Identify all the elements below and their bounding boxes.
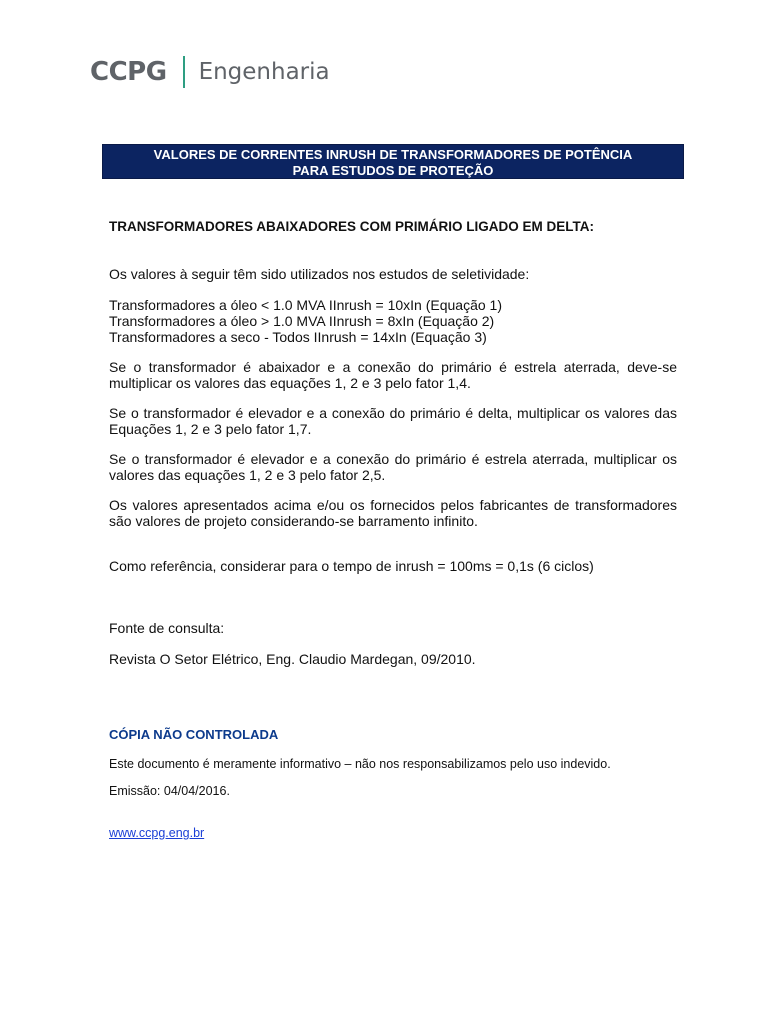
- logo-divider: [183, 56, 185, 88]
- company-logo: [90, 54, 330, 90]
- document-title-banner: [102, 144, 684, 179]
- reference-text: Como referência, considerar para o tempo de inrush = 100ms = 0,1s (6 ciclos): [109, 558, 594, 574]
- paragraph-delta-elevador: Se o transformador é elevador e a conexão do primário é delta, multiplicar os valores das Equações 1, 2 e 3 pelo fator 1,7.: [109, 405, 677, 437]
- equation-1: Transformadores a óleo < 1.0 MVA IInrush = 10xIn (Equação 1): [109, 297, 502, 313]
- logo-brand: CCPG: [90, 57, 167, 87]
- source-text: Revista O Setor Elétrico, Eng. Claudio Mardegan, 09/2010.: [109, 651, 476, 667]
- document-title-line-2: PARA ESTUDOS DE PROTEÇÃO: [292, 163, 494, 178]
- equation-2: Transformadores a óleo > 1.0 MVA IInrush = 8xIn (Equação 2): [109, 313, 495, 329]
- logo-subtitle: Engenharia: [198, 59, 330, 85]
- paragraph-estrela-elevador: Se o transformador é elevador e a conexão do primário é estrela aterrada, multiplicar os valores das equações 1, 2 e 3 pelo fator 2,5.: [109, 451, 677, 483]
- paragraph-valores-projeto: Os valores apresentados acima e/ou os fornecidos pelos fabricantes de transformadores são valores de projeto considerando-se barramento infinito.: [109, 497, 677, 529]
- document-title-line-1: VALORES DE CORRENTES INRUSH DE TRANSFORMADORES DE POTÊNCIA: [153, 147, 633, 162]
- copia-nao-controlada: CÓPIA NÃO CONTROLADA: [109, 727, 279, 742]
- paragraph-estrela-abaixador: Se o transformador é abaixador e a conexão do primário é estrela aterrada, deve-se multiplicar os valores das equações 1, 2 e 3 pelo fator 1,4.: [109, 359, 677, 391]
- website-link[interactable]: www.ccpg.eng.br: [109, 826, 205, 840]
- section-heading: TRANSFORMADORES ABAIXADORES COM PRIMÁRIO LIGADO EM DELTA:: [109, 219, 594, 234]
- disclaimer-text: Este documento é meramente informativo – não nos responsabilizamos pelo uso indevido.: [109, 757, 611, 771]
- source-label: Fonte de consulta:: [109, 620, 225, 636]
- emissao-date: Emissão: 04/04/2016.: [109, 784, 230, 798]
- equations-list: [109, 297, 677, 345]
- equation-3: Transformadores a seco - Todos IInrush = 14xIn (Equação 3): [109, 329, 487, 345]
- intro-text: Os valores à seguir têm sido utilizados nos estudos de seletividade:: [109, 266, 530, 282]
